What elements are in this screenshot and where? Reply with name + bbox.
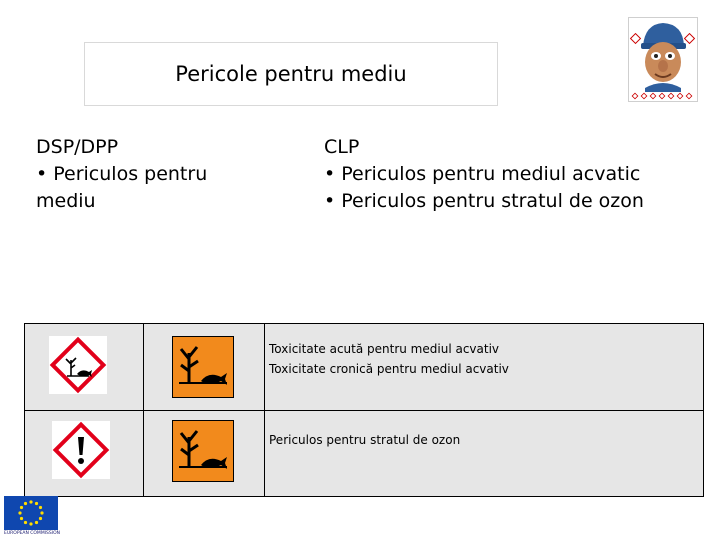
dsp-dpp-column [36,134,256,215]
hazard-description-line: Toxicitate acută pentru mediul acvativ [269,342,500,356]
exclamation-pictogram-icon [52,421,110,479]
clp-item: • Periculos pentru stratul de ozon [324,190,644,212]
ghs-pictogram-cell [25,324,144,410]
ghs-pictogram-cell [25,410,144,496]
hazard-description-cell [265,410,703,496]
eu-flag-icon [4,496,58,530]
hazard-table [24,323,704,497]
european-commission-logo [2,496,60,538]
clp-heading: CLP [324,136,360,158]
hazard-description-line: Toxicitate cronică pentru mediul acvativ [269,362,509,376]
table-row [25,410,703,496]
environment-pictogram-icon [49,336,107,394]
clp-item: • Periculos pentru mediul acvatic [324,163,641,185]
dangerous-for-environment-symbol-icon [172,420,234,482]
hazard-description-line: Periculos pentru stratul de ozon [269,433,461,447]
slide-title-box [84,42,498,106]
old-symbol-cell [144,410,265,496]
dsp-dpp-item: • Periculos pentru mediu [36,163,208,212]
eu-logo-caption: EUROPEAN COMMISSION [4,531,60,536]
slide-title: Pericole pentru mediu [175,62,407,86]
old-symbol-cell [144,324,265,410]
dangerous-for-environment-symbol-icon [172,336,234,398]
clp-column [324,134,714,215]
table-row [25,324,703,411]
avatar-image [628,17,698,102]
dsp-dpp-heading: DSP/DPP [36,136,119,158]
hazard-description-cell [265,324,703,410]
cartoon-character-icon [629,18,697,101]
